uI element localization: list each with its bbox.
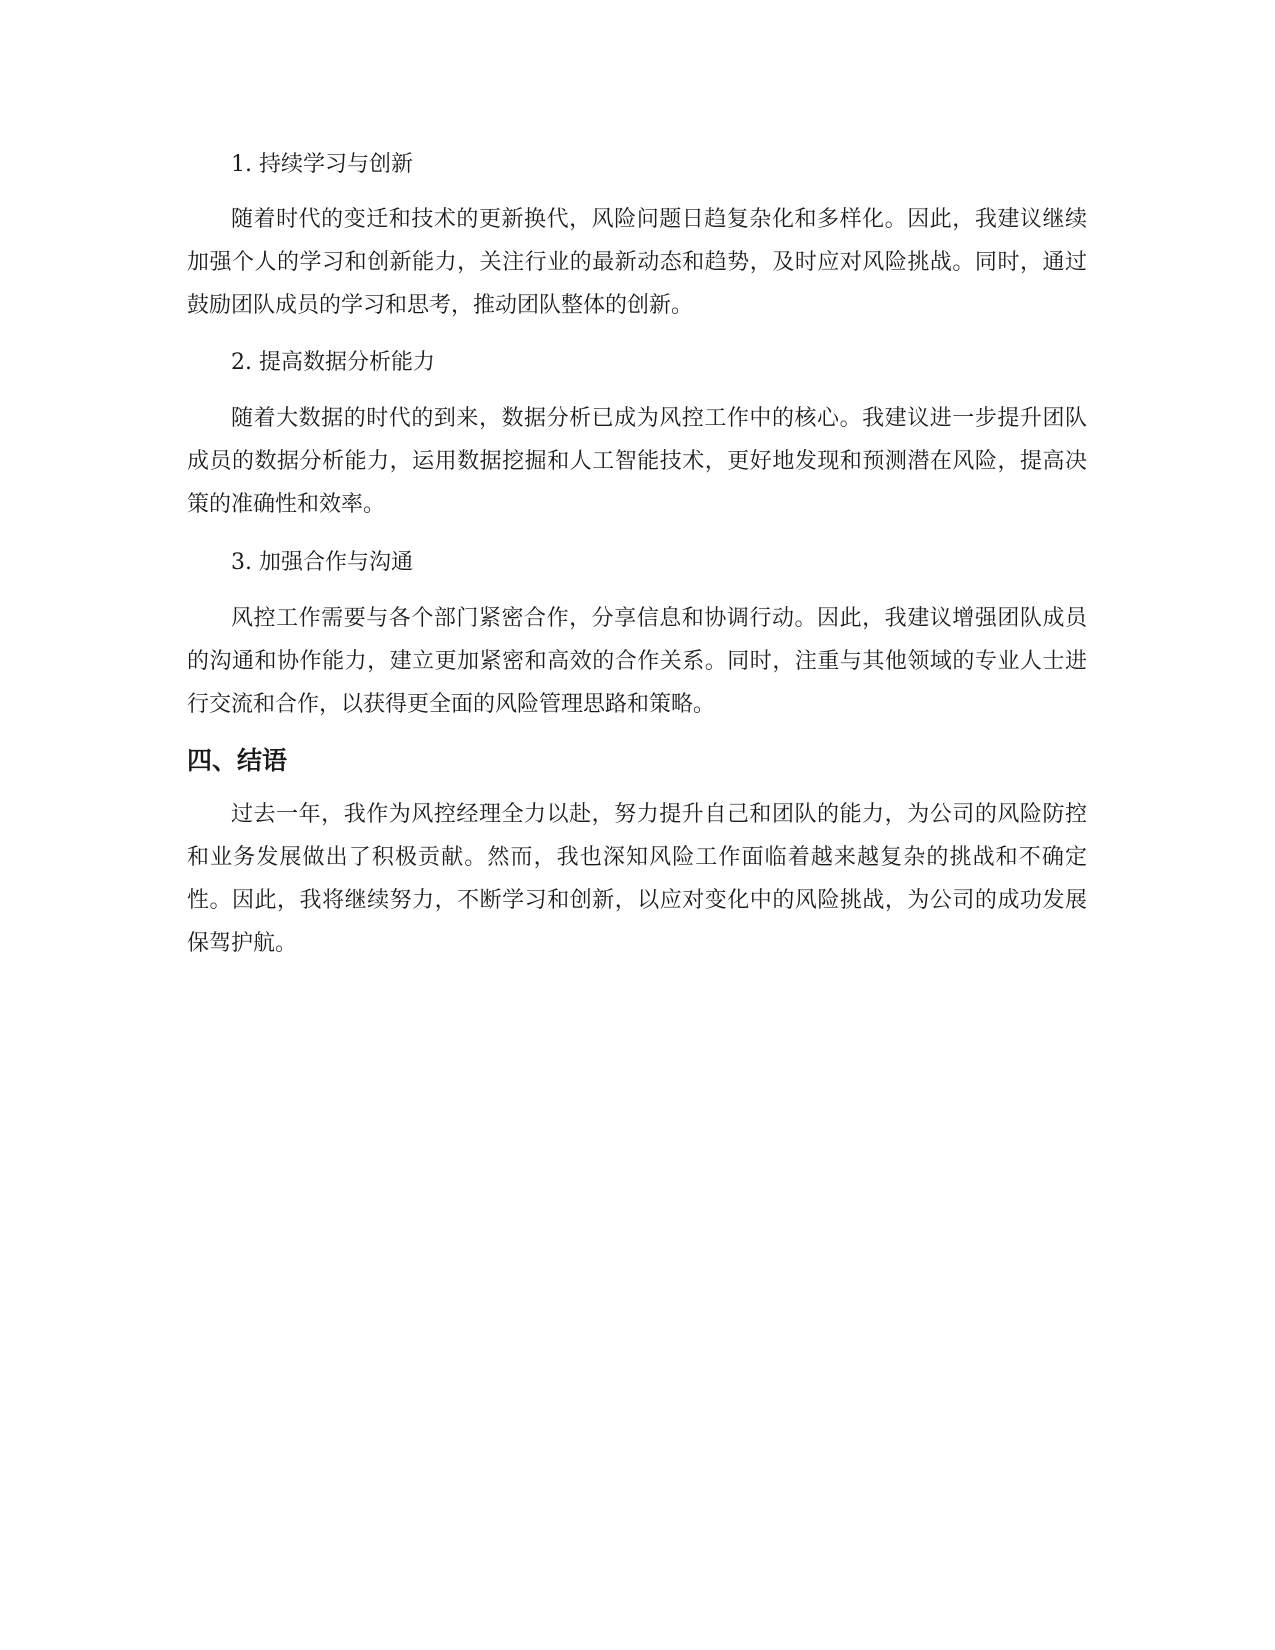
item-title-1: 1. 持续学习与创新 bbox=[231, 152, 413, 177]
conclusion-heading: 四、结语 bbox=[187, 746, 288, 775]
item-title-3: 3. 加强合作与沟通 bbox=[231, 550, 413, 575]
item-paragraph-3: 风控工作需要与各个部门紧密合作，分享信息和协调行动。因此，我建议增强团队成员的沟通和协作能力，建立更加紧密和高效的合作关系。同时，注重与其他领域的专业人士进行交流和合作，以获得更全面的风险管理思路和策略。 bbox=[187, 606, 1087, 717]
item-paragraph-2: 随着大数据的时代的到来，数据分析已成为风控工作中的核心。我建议进一步提升团队成员的数据分析能力，运用数据挖掘和人工智能技术，更好地发现和预测潜在风险，提高决策的准确性和效率。 bbox=[187, 406, 1087, 517]
conclusion-paragraph: 过去一年，我作为风控经理全力以赴，努力提升自己和团队的能力，为公司的风险防控和业务发展做出了积极贡献。然而，我也深知风险工作面临着越来越复杂的挑战和不确定性。因此，我将继续努力，不断学习和创新，以应对变化中的风险挑战，为公司的成功发展保驾护航。 bbox=[187, 802, 1087, 956]
item-paragraph-1: 随着时代的变迁和技术的更新换代，风险问题日趋复杂化和多样化。因此，我建议继续加强个人的学习和创新能力，关注行业的最新动态和趋势，及时应对风险挑战。同时，通过鼓励团队成员的学习和思考，推动团队整体的创新。 bbox=[187, 207, 1087, 318]
item-title-2: 2. 提高数据分析能力 bbox=[231, 350, 435, 375]
document-page bbox=[187, 145, 1087, 965]
